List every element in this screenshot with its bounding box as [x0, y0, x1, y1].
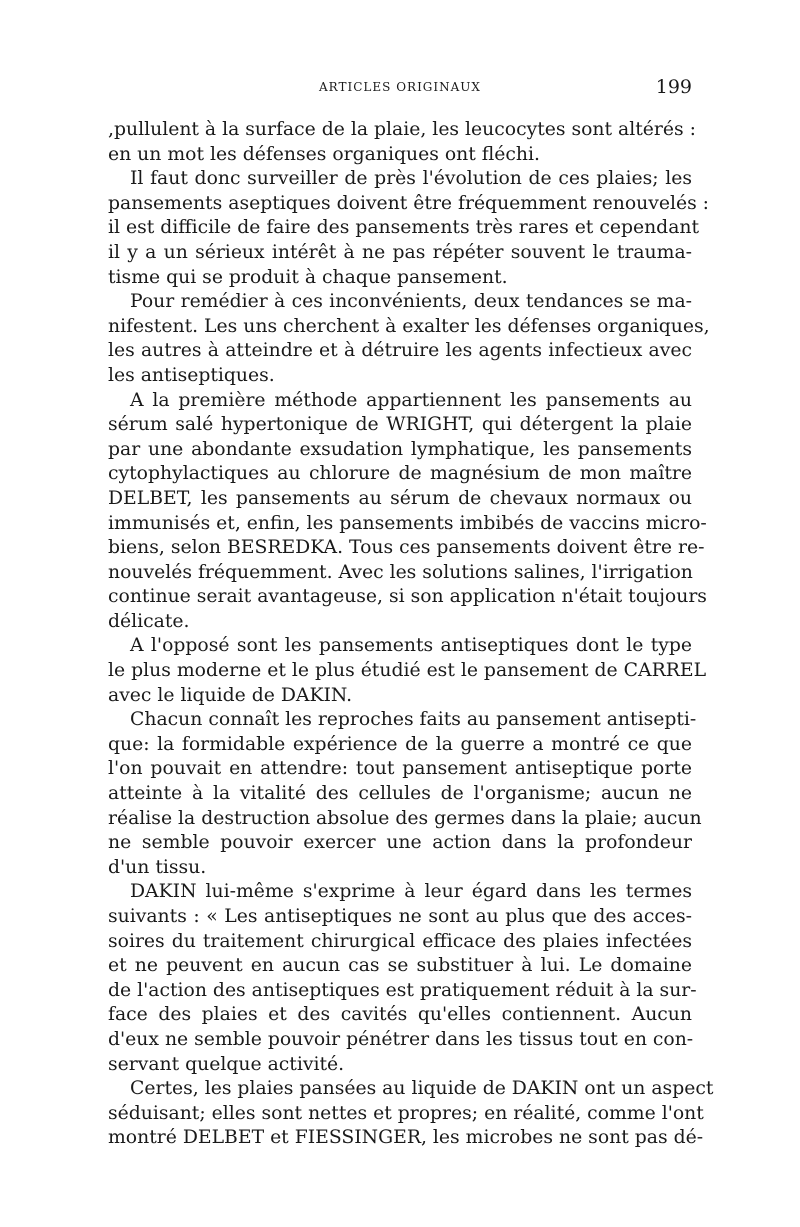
text-line: les antiseptiques.	[108, 364, 275, 386]
text-line: sérum salé hypertonique de WRIGHT, qui détergent la plaie	[108, 414, 692, 436]
body-text	[108, 118, 714, 1151]
text-line: avec le liquide de DAKIN.	[108, 684, 353, 706]
text-line: en un mot les défenses organiques ont fléchi.	[108, 143, 540, 165]
text-line: de l'action des antiseptiques est pratiquement réduit à la sur-	[108, 979, 697, 1001]
running-head: ARTICLES ORIGINAUX	[319, 80, 481, 94]
text-line: montré DELBET et FIESSINGER, les microbes ne sont pas dé-	[108, 1127, 704, 1149]
text-line: réalise la destruction absolue des germes dans la plaie; aucun	[108, 807, 702, 829]
text-line: les autres à atteindre et à détruire les agents infectieux avec	[108, 340, 692, 362]
text-line: biens, selon BESREDKA. Tous ces pansements doivent être re-	[108, 537, 705, 559]
text-line: servant quelque activité.	[108, 1053, 345, 1075]
text-line: nouvelés fréquemment. Avec les solutions salines, l'irrigation	[108, 561, 693, 583]
text-line: A la première méthode appartiennent les pansements au	[130, 389, 692, 411]
text-line: DAKIN lui-même s'exprime à leur égard dans les termes	[130, 881, 692, 903]
text-line: soires du traitement chirurgical efficace des plaies infectées	[108, 930, 692, 952]
text-line: et ne peuvent en aucun cas se substituer à lui. Le domaine	[108, 955, 692, 977]
text-line: séduisant; elles sont nettes et propres; en réalité, comme l'ont	[108, 1102, 704, 1124]
page-number: 199	[655, 76, 692, 98]
text-line: immunisés et, enfin, les pansements imbibés de vaccins micro-	[108, 512, 707, 534]
text-line: face des plaies et des cavités qu'elles contiennent. Aucun	[108, 1004, 692, 1026]
text-line: d'un tissu.	[108, 856, 207, 878]
text-line: Certes, les plaies pansées au liquide de DAKIN ont un aspect	[130, 1078, 714, 1100]
text-line: il y a un sérieux intérêt à ne pas répéter souvent le trauma-	[108, 241, 692, 263]
text-line: A l'opposé sont les pansements antiseptiques dont le type	[130, 635, 692, 657]
text-line: nifestent. Les uns cherchent à exalter les défenses organiques,	[108, 315, 710, 337]
text-line: Pour remédier à ces inconvénients, deux tendances se ma-	[130, 291, 692, 313]
text-line: suivants : « Les antiseptiques ne sont au plus que des acces-	[108, 906, 692, 927]
text-line: continue serait avantageuse, si son application n'était toujours	[108, 586, 707, 608]
text-line: d'eux ne semble pouvoir pénétrer dans les tissus tout en con-	[108, 1028, 694, 1050]
text-line: il est difficile de faire des pansements très rares et cependant	[108, 217, 700, 239]
text-line: délicate.	[108, 610, 190, 632]
text-line: ne semble pouvoir exercer une action dans la profondeur	[108, 832, 692, 854]
text-line: atteinte à la vitalité des cellules de l'organisme; aucun ne	[108, 783, 692, 805]
text-line: tisme qui se produit à chaque pansement.	[108, 266, 508, 288]
text-line: pansements aseptiques doivent être fréquemment renouvelés :	[108, 192, 710, 214]
text-line: cytophylactiques au chlorure de magnésium de mon maître	[108, 463, 692, 485]
text-line: par une abondante exsudation lymphatique, les pansements	[108, 438, 692, 460]
text-line: que: la formidable expérience de la guerre a montré ce que	[108, 733, 692, 755]
text-line: Chacun connaît les reproches faits au pansement antisepti-	[130, 709, 697, 731]
text-line: l'on pouvait en attendre: tout pansement antiseptique porte	[108, 758, 692, 780]
text-line: Il faut donc surveiller de près l'évolution de ces plaies; les	[130, 168, 692, 190]
text-line: le plus moderne et le plus étudié est le pansement de CARREL	[108, 660, 707, 682]
text-line: DELBET, les pansements au sérum de chevaux normaux ou	[108, 487, 692, 509]
page-header	[108, 76, 692, 100]
text-line: ,pullulent à la surface de la plaie, les leucocytes sont altérés :	[108, 119, 696, 140]
